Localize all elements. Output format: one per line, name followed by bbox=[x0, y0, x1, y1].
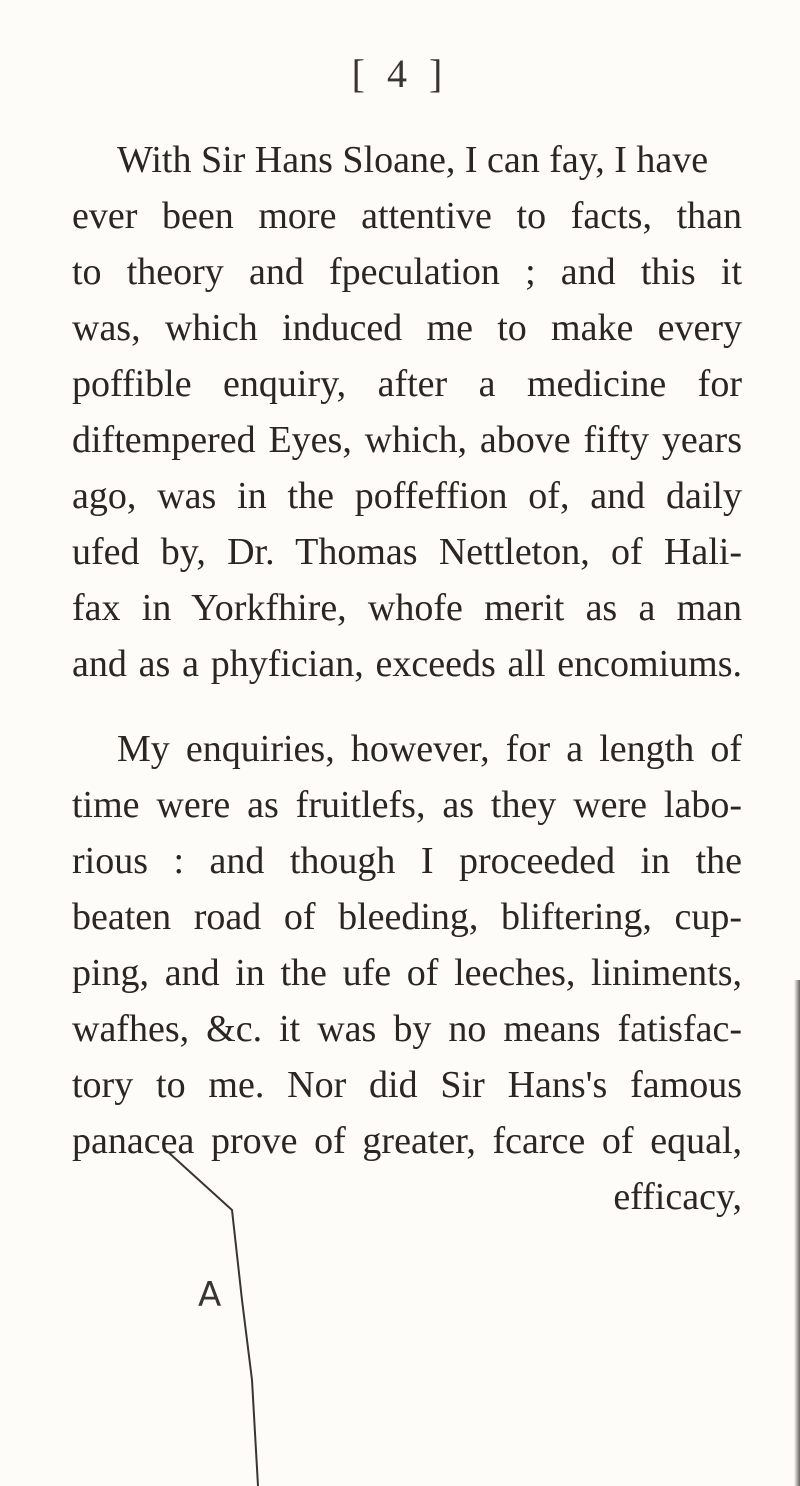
text-line: fax in Yorkfhire, whofe merit as a man bbox=[72, 587, 742, 629]
text-line: poffible enquiry, after a medicine for bbox=[72, 363, 742, 405]
text-line: tory to me. Nor did Sir Hans's famous bbox=[72, 1064, 742, 1106]
text-line: wafhes, &c. it was by no means fatisfac- bbox=[72, 1008, 742, 1050]
text-line: rious : and though I proceeded in the bbox=[72, 840, 742, 882]
text-line: time were as fruitlefs, as they were labo- bbox=[72, 784, 742, 826]
page-number: [ 4 ] bbox=[351, 51, 449, 96]
catchword: efficacy, bbox=[613, 1176, 742, 1218]
text-line: was, which induced me to make every bbox=[72, 307, 742, 349]
text-line: and as a phyfician, exceeds all encomiums. bbox=[72, 643, 742, 685]
text-line: ping, and in the ufe of leeches, liniments, bbox=[72, 952, 742, 994]
text-line: My enquiries, however, for a length of bbox=[117, 728, 742, 770]
handwritten-annotation: A bbox=[198, 1275, 222, 1315]
text-line: beaten road of bleeding, bliftering, cup- bbox=[72, 896, 742, 938]
page-edge-shadow bbox=[794, 980, 800, 1486]
text-line: ever been more attentive to facts, than bbox=[72, 195, 742, 237]
text-line: panacea prove of greater, fcarce of equal, bbox=[72, 1120, 742, 1162]
text-line: With Sir Hans Sloane, I can fay, I have bbox=[117, 139, 709, 181]
text-line: ago, was in the poffeffion of, and daily bbox=[72, 475, 742, 517]
text-line: to theory and fpeculation ; and this it bbox=[72, 251, 742, 293]
text-line: diftempered Eyes, which, above fifty years bbox=[72, 419, 742, 461]
text-line: ufed by, Dr. Thomas Nettleton, of Hali- bbox=[72, 531, 742, 573]
